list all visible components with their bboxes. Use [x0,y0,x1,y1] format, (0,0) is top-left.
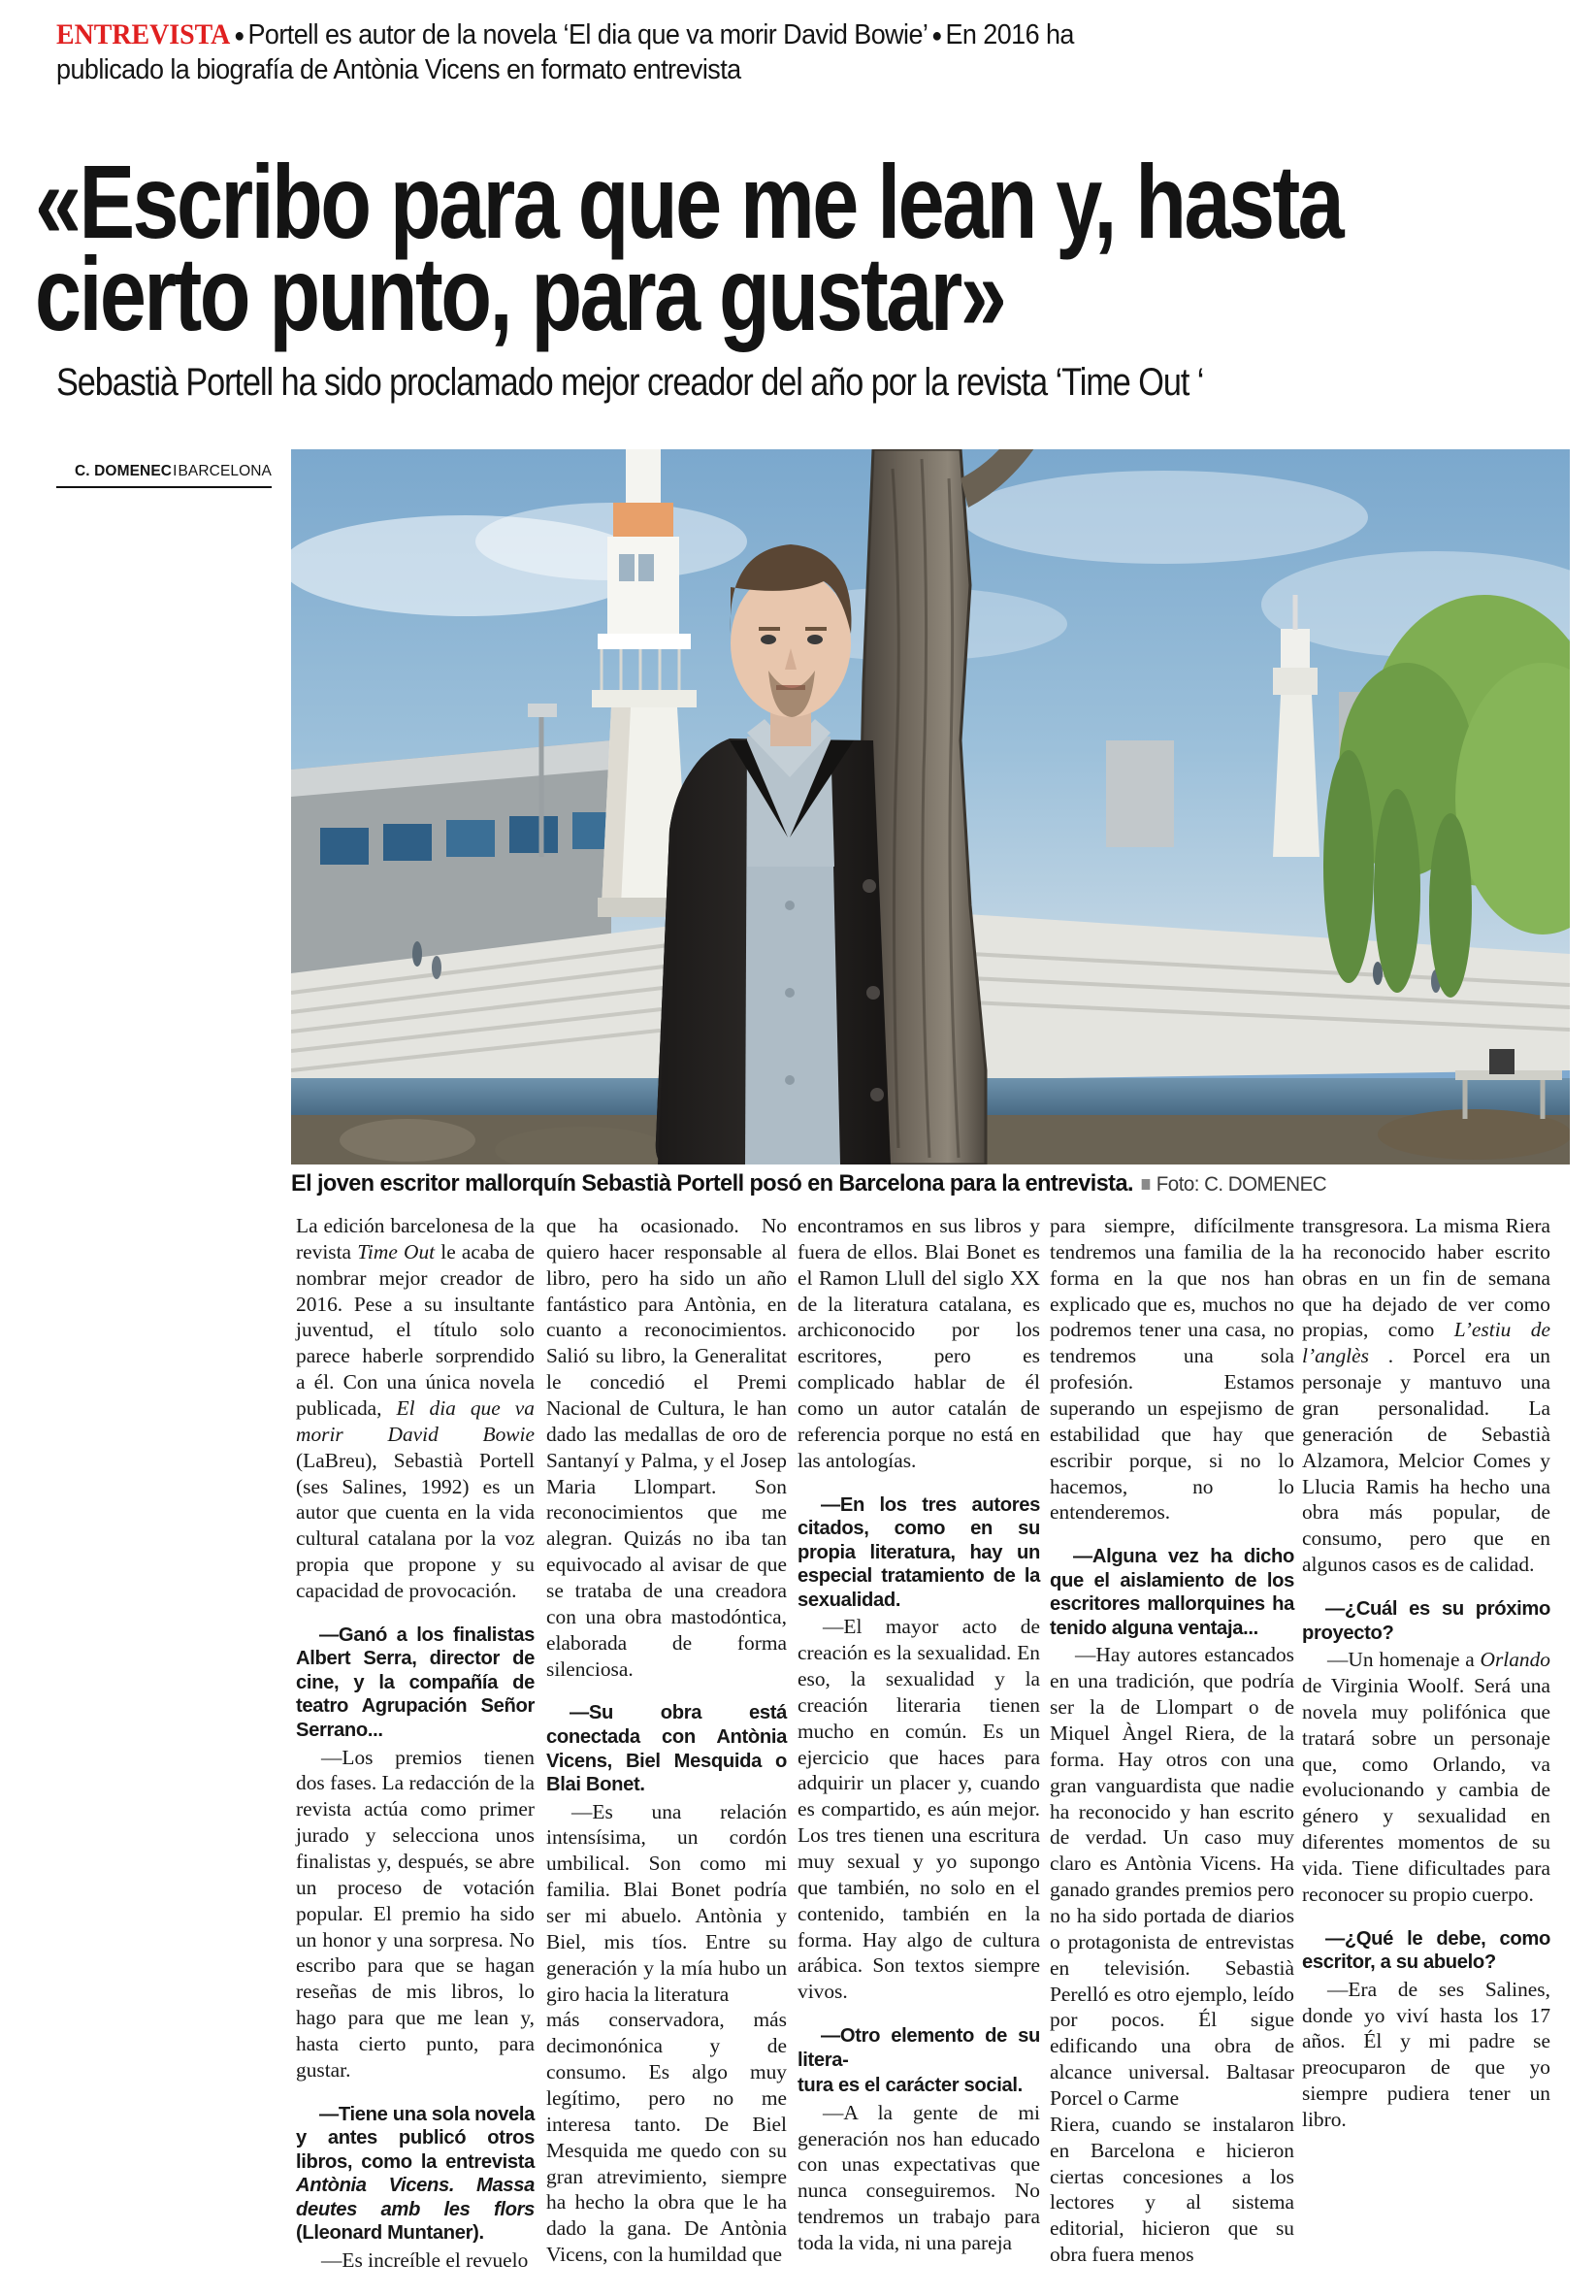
kicker-text-2: En 2016 ha [945,19,1074,50]
interview-question: —Ganó a los finalistas Albert Serra, director de cine, y la compañía de teatro Agrupación Señor Serrano... [296,1624,536,1742]
article-column-1 [56,511,289,1210]
caption-text: El joven escritor mallorquín Sebastià Portell posó en Barcelona para la entrevista. [291,1170,1133,1197]
interview-answer: más conservadora, más decimonónica y de consumo. Es algo muy legítimo, pero no me interesa tanto. De Biel Mesquida me quedo con su gran atrevimiento, siempre ha hecho la obra que le ha dado la gana. De Antònia Vicens, con la humildad que [546,2008,787,2267]
interview-question: —En los tres autores citados, como en su propia literatura, hay un especial tratamiento de la sexualidad. [798,1493,1041,1611]
interview-answer: —Es increíble el revuelo [321,2247,529,2272]
interview-question: —¿Qué le debe, como escritor, a su abuelo? [1302,1927,1550,1974]
interview-question: —Su obra está conectada con Antònia Vicens, Biel Mesquida o Blai Bonet. [546,1702,787,1796]
interview-answer: —Era de ses Salines, donde yo viví hasta los 17 años. Él y mi padre se preocuparon de que yo siempre pudiera tener un libro. [1302,1977,1551,2132]
byline-author: C. DOMENEC [75,463,173,479]
kicker-text-3: publicado la biografía de Antònia Vicens en formato entrevista [56,53,741,85]
article-column-6 [1302,1213,1550,2133]
interview-answer: —Es una relación intensísima, un cordón umbilical. Son como mi familia. Blai Bonet podría ser mi abuelo. Antònia y Biel, mis tíos. Entre su generación y la mía hubo un giro hacia la literatura [546,1799,788,2006]
article-column-4 [798,1213,1040,2256]
kicker-bullet-2: ● [931,25,942,47]
interview-answer: —El mayor acto de creación es la sexualidad. En eso, la sexualidad y la creación literaria tienen mucho en común. Es un ejercicio que haces para adquirir un placer y, cuando es compartido, es aún mejor. Los tres tienen una escritura muy sexual y yo supongo que también, no solo en el contenido, también en la forma. Hay algo de cultura arábica. Son textos siempre vivos. [798,1615,1040,2004]
byline-rule [56,486,272,488]
kicker [56,17,1410,87]
interview-answer: que ha ocasionado. No quiero hacer responsable al libro, pero ha sido un año fantástico para Antònia, en cuanto a reconocimientos. Salió su libro, la Generalitat le concedió el Premi Nacional de Cultura, le han dado las medallas de oro de Santanyí y Palma, y el Josep Maria Llompart. Son reconocimientos que me alegran. Quizás no iba tan equivocado al avisar de que se trataba de una creadora con una obra mastodóntica, elaborada de forma silenciosa. [546,1214,788,1681]
headline-line-1: «Escribo para que me lean y, hasta [35,143,1343,261]
byline [56,463,272,480]
interview-question: tura es el carácter social. [798,2075,1023,2097]
article-column-2 [296,1213,535,2274]
byline-separator: I [173,463,178,479]
caption-bullet-icon [1142,1179,1151,1190]
page-title [35,143,1343,353]
caption-credit: Foto: C. DOMENEC [1156,1172,1327,1196]
article-photo [291,449,1570,1164]
interview-question: —Otro elemento de su litera- [798,2025,1040,2071]
interview-answer: —A la gente de mi generación nos han educado con unas expectativas que nunca conseguiremos. No tendremos un trabajo para toda la vida, ni una pareja [798,2100,1040,2255]
photo-illustration [291,449,1570,1164]
kicker-label: ENTREVISTA [56,18,231,50]
subheadline: Sebastià Portell ha sido proclamado mejor creador del año por la revista ‘Time Out ‘ [56,361,1204,404]
article-column-5 [1050,1213,1294,2268]
kicker-bullet-1: ● [234,25,244,47]
interview-question: —Alguna vez ha dicho que el aislamiento de los escritores mallorquines ha tenido alguna ventaja... [1050,1546,1295,1639]
article-column-3 [546,1213,787,2268]
interview-answer: encontramos en sus libros y fuera de ellos. Blai Bonet es el Ramon Llull del siglo XX de la literatura catalana, es archiconocido por los escritores, pero es complicado hablar de él como un autor catalán de referencia porque no está en las antologías. [798,1214,1040,1472]
interview-question: —Tiene una sola novela y antes publicó otros libros, como la entrevista Antònia Vicens. Massa deutes amb les flors (Lleonard Muntaner). [296,2103,536,2245]
byline-block [56,463,272,488]
kicker-text-1: Portell es autor de la novela ‘El dia que va morir David Bowie’ [247,19,928,50]
interview-answer: transgresora. La misma Riera ha reconocido haber escrito obras en un fin de semana que ha dejado de ver como propias, como L’estiu de l’anglès . Porcel era un personaje y mantuvo una gran personalidad. La generación de Sebastià Alzamora, Melcior Comes y Llucia Ramis ha hecho una obra más popular, de consumo, pero que en algunos casos es de calidad. [1302,1214,1550,1577]
interview-answer: para siempre, difícilmente tendremos una familia de la forma en la que nos han explicado que es, muchos no podremos tener una casa, no tendremos una sola profesión. Estamos superando un espejismo de estabilidad que hay que escribir porque, si no lo hacemos, no lo entenderemos. [1050,1214,1294,1525]
byline-place: BARCELONA [178,463,272,479]
interview-answer: —Los premios tienen dos fases. La redacción de la revista actúa como primer jurado y selecciona unos finalistas y, después, se abre un proceso de votación popular. El premio ha sido un honor y una sorpresa. No escribo para que se hagan reseñas de mis libros, lo hago para que me lean y, hasta cierto punto, para gustar. [296,1745,535,2082]
interview-answer: —Un homenaje a Orlando de Virginia Woolf. Será una novela muy polifónica que tratará sobre un personaje que, como Orlando, va evolucionando y cambia de género y sexualidad en diferentes momentos de su vida. Tiene dificultades para reconocer su propio cuerpo. [1302,1648,1550,1906]
interview-answer: La edición barcelonesa de la revista Time Out le acaba de nombrar mejor creador de 2016. Pese a su insultante juventud, el título solo parece haberle sorprendido a él. Con una única novela publicada, El dia que va morir David Bowie (LaBreu), Sebastià Portell (ses Salines, 1992) es un autor que cuenta en la vida cultural catalana por la voz propia que propone y su capacidad de provocación. [296,1214,535,1603]
headline-line-2: cierto punto, para gustar» [35,235,1005,353]
interview-answer: Riera, cuando se instalaron en Barcelona e hicieron ciertas concesiones a los lectores y al sistema editorial, hicieron que su obra fuera menos [1050,2112,1294,2267]
interview-question: —¿Cuál es su próximo proyecto? [1302,1598,1550,1644]
photo-caption [291,1170,1515,1197]
interview-answer: —Hay autores estancados en una tradición, que podría ser la de Llompart o de Miquel Àngel Riera, de la forma. Hay otros con una gran vanguardista que nadie ha reconocido y han escrito de verdad. Un caso muy claro es Antònia Vicens. Ha ganado grandes premios pero no ha sido portada de diarios o protagonista de entrevistas en televisión. Sebastià Perelló es otro ejemplo, leído por pocos. Él sigue edificando una obra de alcance universal. Baltasar Porcel o Carme [1050,1643,1295,2111]
